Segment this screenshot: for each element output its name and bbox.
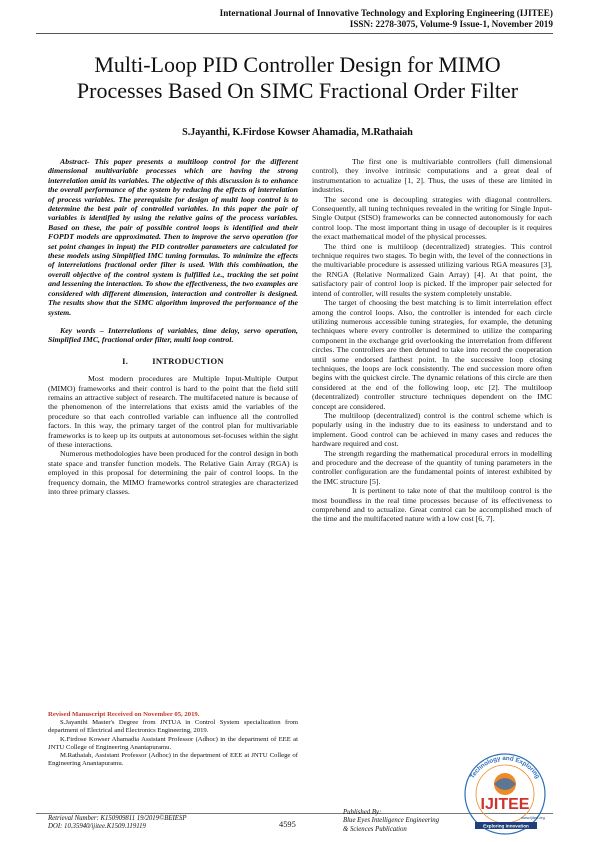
paragraph: The multiloop (decentralized) control is the control scheme which is popularly using in the industry due to its easiness to understand and to implement. Good control can be achieved in many cases and reduces the hardware required and cost. <box>312 410 552 449</box>
publisher-info <box>343 809 439 834</box>
title-line-1: Multi-Loop PID Controller Design for MIMO <box>94 52 501 77</box>
footer-ids <box>48 815 187 832</box>
logo-name: IJITEE <box>480 796 530 813</box>
section-number: I. <box>122 355 129 366</box>
publisher-line-1: Blue Eyes Intelligence Engineering <box>343 817 440 825</box>
running-header <box>220 8 553 30</box>
keywords: Key words – Interrelations of variables, time delay, servo operation, Simplified IMC, fractional order filter, multi loop control. <box>48 325 298 345</box>
section-heading <box>48 357 298 366</box>
author-notes <box>48 711 298 768</box>
paper-title <box>40 52 555 104</box>
paragraph: Numerous methodologies have been produced for the control design in both state space and transfer function models. The Relative Gain Array (RGA) is employed in this proposal for determining the pair of control loops. In the frequency domain, the MIMO frameworks control strategies are characterized into three primary classes. <box>48 449 298 496</box>
abstract: Abstract- This paper presents a multiloop control for the different dimensional multivariable processes which are having the strong interrelation amid its variables. The objective of this discussion is to enhance the overall performance of the system by reducing the effects of interrelation of process variables. The prerequisite for design of multi loop control is to determine the best pair of controlled variables. In this paper the pair of variables is identified by using the relative gains of the process variables. Based on these, the pair of possible control loops is identified and their FOPDT models are approximated. Then to improve the servo operation (for set point changes in input) the PID controller parameters are calculated for these models using Simplified IMC tuning formulas. To minimize the effects of interrelations fractional order filter is used. With this combination, the overall objective of the control system is fulfilled i.e., tracking the set point and lessening the interaction. To show the effectiveness, the two examples are considered with different dimension, interaction and controller is designed. The results show that the SIMC algorithm improved the performance of the system. <box>48 157 298 317</box>
author-note: K.Firdose Kowser Ahamadia Assistant Professor (Adhoc) in the department of EEE at JNTU College of Engineering Anantapuramu. <box>48 735 298 751</box>
paragraph: Most modern procedures are Multiple Input-Multiple Output (MIMO) frameworks and their control is hard to the point that the field still remains an attractive subject of research. The multifaceted nature is because of the phenomenon of the interrelations that exists amid the variables of the procedure so that each controlled variable can influence all the controlled factors. In this way, the primary target of the control plan for multivariable frameworks is to keep up its outputs at autonomous set-focuses within the sight of these interactions. <box>48 374 298 449</box>
journal-name: International Journal of Innovative Technology and Exploring Engineering (IJITEE) <box>219 8 553 18</box>
publisher-line-2: & Sciences Publication <box>343 825 407 833</box>
page-number: 4595 <box>279 820 296 829</box>
author-note: S.Jayanthi Master's Degree from JNTUA in Control System specialization from department of Electrical and Electronics Engineering, 2019. <box>48 719 298 735</box>
author-note: M.Rathaiah, Assistant Professor (Adhoc) in the department of EEE at JNTU College of Engineering Anantapuramu. <box>48 752 298 768</box>
logo-url: www.ijitee.org <box>521 816 545 820</box>
header-rule <box>36 33 553 34</box>
section-title: INTRODUCTION <box>152 355 224 366</box>
paragraph: The strength regarding the mathematical procedural errors in modelling and procedure and the decrease of the quantity of tuning parameters in the controller configuration are the fundamental points of interest exhibited by the IMC structure [5]. <box>312 448 552 486</box>
left-column <box>48 157 298 496</box>
logo-tagline: Exploring Innovation <box>483 823 529 829</box>
retrieval-number: Retrieval Number: K150909811 19/2019©BEIESP <box>48 815 187 822</box>
paragraph: The target of choosing the best matching is to limit interrelation effect among the control loops. Also, the controller is intended for each circle utilizing numerous accessible tuning strategies, for example, the detuning techniques where every controller is determined to utilize the comparing component in the exchange grid overlooking the interrelation from different circles. The controllers are then detuned to take into record the cooperation until some endorsed farthest point. In the successive loop closing techniques, the loops are lock consistently. The end succession more often begins with the quickest circle. The dynamic relations of this circle are then considered at the end of the following loop, etc [2]. The multiloop (decentralized) controller structure techniques dependent on the IMC concept are considered. <box>312 298 552 411</box>
published-by: Published By: <box>343 809 382 816</box>
paragraph: The second one is decoupling strategies with diagonal controllers. Consequently, all tuning techniques revealed in the writing for Single Input-Single Output (SISO) frameworks can be connected autonomously for each control loop. The most important thing in usage of decoupler is it requires the exact mathematical model of the physical processes. <box>312 194 552 242</box>
author-list: S.Jayanthi, K.Firdose Kowser Ahamadia, M.Rathaiah <box>182 127 413 138</box>
ijitee-logo-icon <box>455 744 555 839</box>
logo-ring-text: Technology and Exploring <box>468 754 542 780</box>
doi: DOI: 10.35940/ijitee.K1509.119119 <box>48 823 146 831</box>
right-column <box>312 157 552 524</box>
revised-note: Revised Manuscript Received on November 05, 2019. <box>48 711 200 718</box>
paragraph: The first one is multivariable controllers (full dimensional control), they involve intrinsic computations and a great deal of instrumentation to actualize [1, 2]. Thus, the uses of these are limited in industries. <box>312 157 552 195</box>
paragraph: The third one is multiloop (decentralized) strategies. This control technique requires two stages. To begin with, the level of the connections in the multivariable procedure is assessed utilizing various RGA measures [3], the RNGA (Relative Normalized Gain Array) [4]. At that point, the satisfactory pair of control loop is picked. If the improper pair selected for intend of controller, will results the system completely unstable. <box>312 241 552 298</box>
issn-volume: ISSN: 2278-3075, Volume-9 Issue-1, November 2019 <box>349 19 553 29</box>
paragraph: It is pertinent to take note of that the multiloop control is the most boundless in the real time processes because of its effectiveness to comprehend and to actualize. Great control can be accomplished much of the time and the multifaceted nature with a low cost [6, 7]. <box>312 486 552 524</box>
title-line-2: Processes Based On SIMC Fractional Order Filter <box>76 78 519 103</box>
